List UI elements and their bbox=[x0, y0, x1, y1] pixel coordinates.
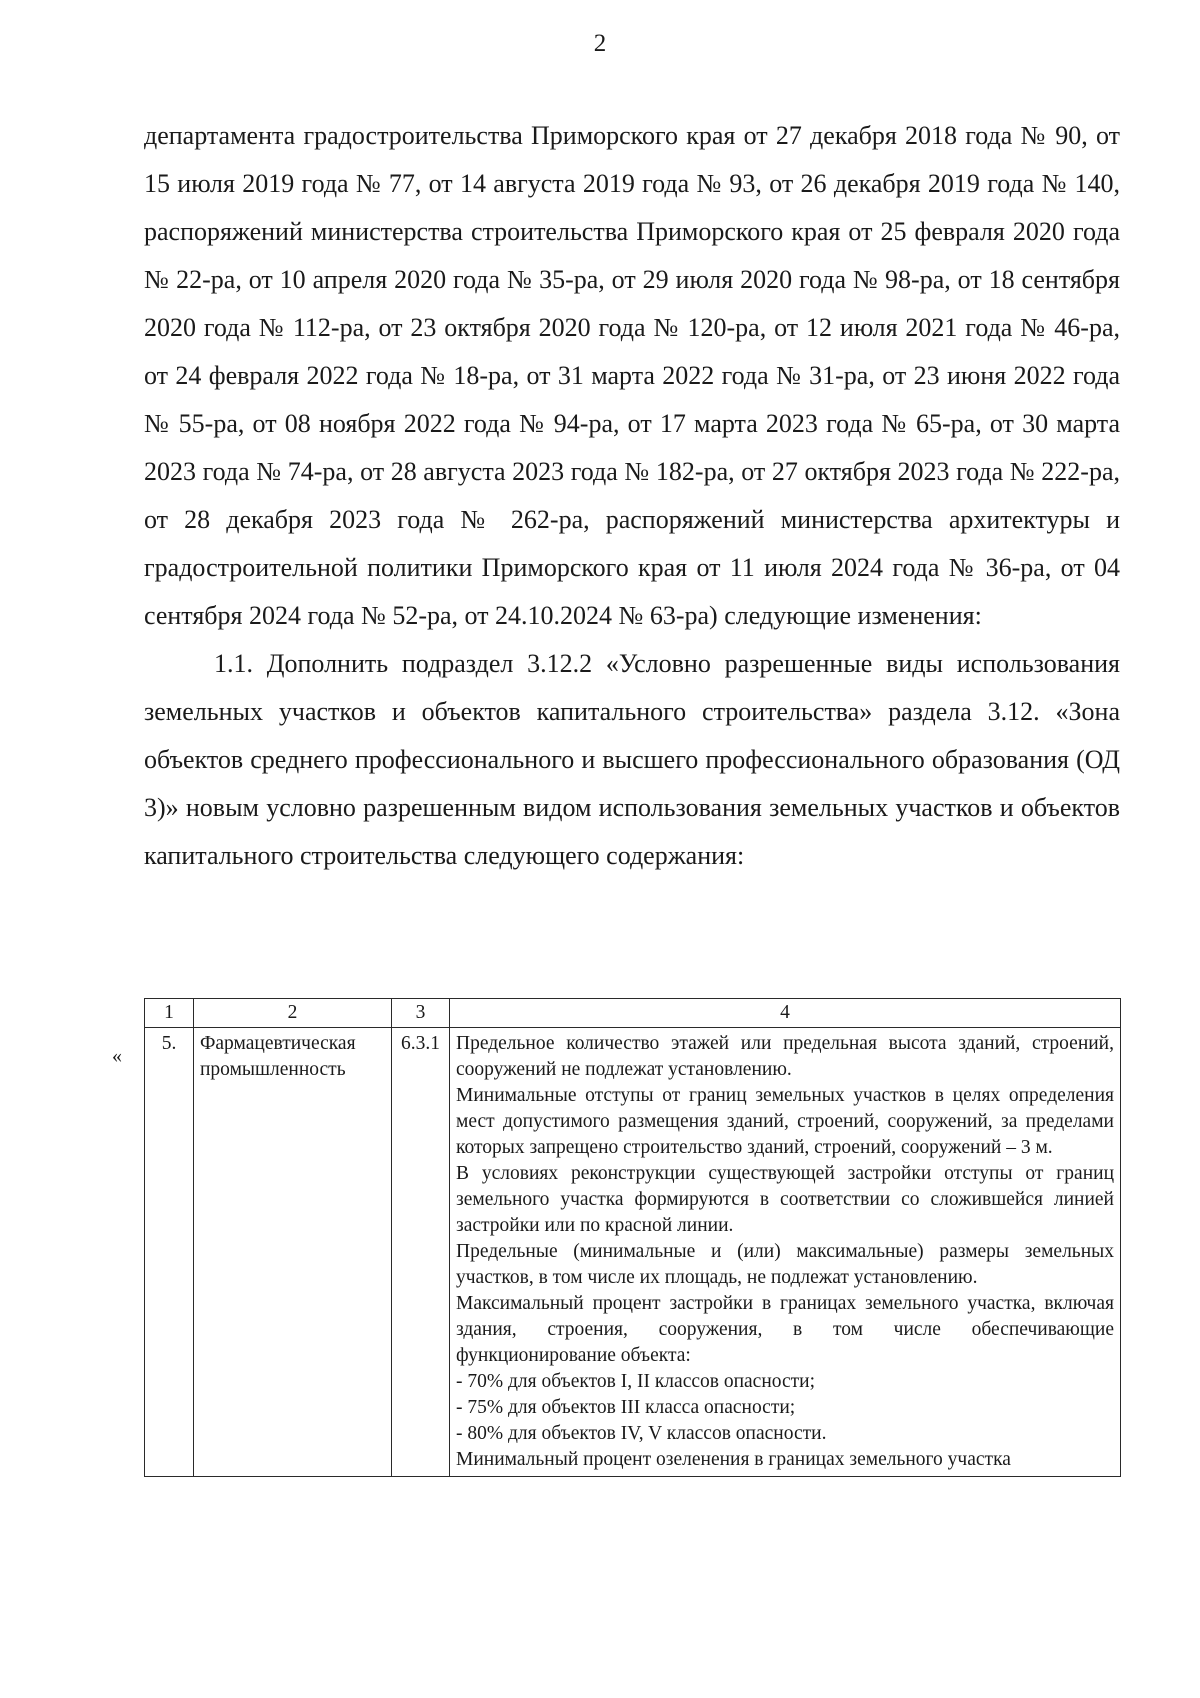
table-header-cell: 4 bbox=[450, 999, 1121, 1028]
document-body bbox=[144, 112, 1120, 880]
table-header-cell: 1 bbox=[145, 999, 194, 1028]
row-number-cell: 5. bbox=[145, 1028, 194, 1477]
use-type-name-cell: Фармацевтическая промышленность bbox=[194, 1028, 392, 1477]
paragraph-item-1-1: 1.1. Дополнить подраздел 3.12.2 «Условно разрешенные виды использования земельных участков и объектов капитального строительства» раздела 3.12. «Зона объектов среднего профессионального и высшего профессионального образования (ОД 3)» новым условно разрешенным видом использования земельных участков и объектов капитального строительства следующего содержания: bbox=[144, 649, 1120, 870]
regulation-table bbox=[144, 998, 1121, 1477]
parameter-line: Предельное количество этажей или предельная высота зданий, строений, сооружений не подлежат установлению. bbox=[456, 1033, 1114, 1080]
parameter-line: В условиях реконструкции существующей застройки отступы от границ земельного участка формируются в соответствии со сложившейся линией застройки или по красной линии. bbox=[456, 1163, 1114, 1236]
table-header-cell: 2 bbox=[194, 999, 392, 1028]
parameter-line: Минимальный процент озеленения в границах земельного участка bbox=[456, 1449, 1011, 1470]
table-row bbox=[145, 1028, 1121, 1477]
use-type-code-cell: 6.3.1 bbox=[392, 1028, 450, 1477]
table-header-cell: 3 bbox=[392, 999, 450, 1028]
parameter-line: - 80% для объектов IV, V классов опасности. bbox=[456, 1423, 827, 1444]
paragraph-amendments-list: департамента градостроительства Приморского края от 27 декабря 2018 года № 90, от 15 июля 2019 года № 77, от 14 августа 2019 года № 93, от 26 декабря 2019 года № 140, распоряжений министерства строительства Приморского края от 25 февраля 2020 года № 22-ра, от 10 апреля 2020 года № 35-ра, от 29 июля 2020 года № 98-ра, от 18 сентября 2020 года № 112-ра, от 23 октября 2020 года № 120-ра, от 12 июля 2021 года № 46-ра, от 24 февраля 2022 года № 18-ра, от 31 марта 2022 года № 31-ра, от 23 июня 2022 года № 55-ра, от 08 ноября 2022 года № 94-ра, от 17 марта 2023 года № 65-ра, от 30 марта 2023 года № 74-ра, от 28 августа 2023 года № 182-ра, от 27 октября 2023 года № 222-ра, от 28 декабря 2023 года № 262-ра, распоряжений министерства архитектуры и градостроительной политики Приморского края от 11 июля 2024 года № 36-ра, от 04 сентября 2024 года № 52-ра, от 24.10.2024 № 63-ра) следующие изменения: bbox=[144, 121, 1120, 630]
page-number: 2 bbox=[593, 30, 607, 57]
table-header-row bbox=[145, 999, 1121, 1028]
parameter-line: Предельные (минимальные и (или) максимальные) размеры земельных участков, в том числе их площадь, не подлежат установлению. bbox=[456, 1241, 1114, 1288]
parameter-line: - 70% для объектов I, II классов опасности; bbox=[456, 1371, 816, 1392]
parameter-line: - 75% для объектов III класса опасности; bbox=[456, 1397, 796, 1418]
opening-quote-mark: « bbox=[112, 1045, 122, 1067]
parameters-cell bbox=[450, 1028, 1121, 1477]
parameter-line: Минимальные отступы от границ земельных участков в целях определения мест допустимого размещения зданий, строений, сооружений, за пределами которых запрещено строительство зданий, строений, сооружений – 3 м. bbox=[456, 1085, 1114, 1158]
parameter-line: Максимальный процент застройки в границах земельного участка, включая здания, строения, сооружения, в том числе обеспечивающие функционирование объекта: bbox=[456, 1293, 1114, 1366]
